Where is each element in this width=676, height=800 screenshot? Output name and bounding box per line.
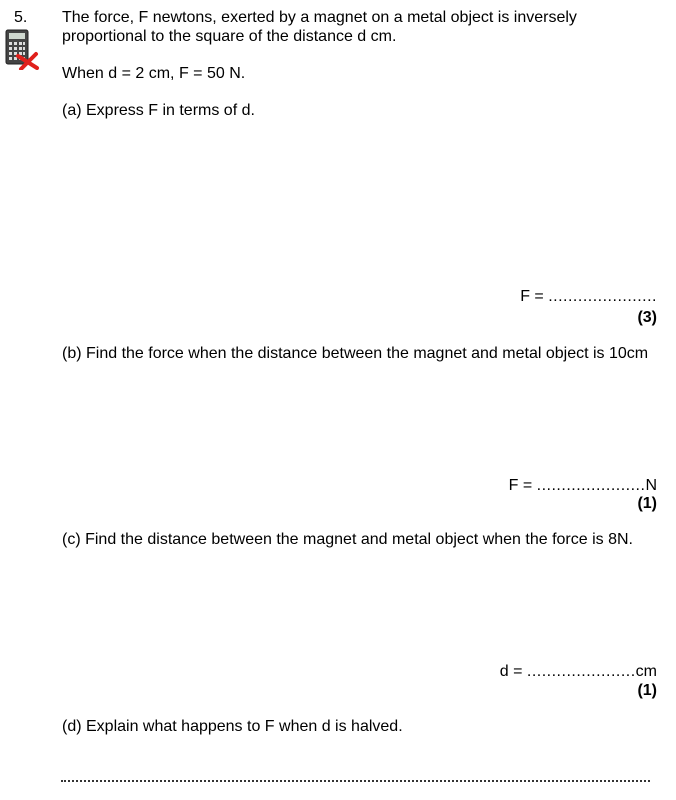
part-a-answer-dots: ...................... [548,288,657,305]
part-d-answer-line[interactable] [61,780,650,782]
part-c-answer-line[interactable] [500,662,657,681]
part-b-answer-dots: ...................... [536,477,646,494]
part-a-prompt: (a) Express F in terms of d. [62,102,255,119]
part-c-marks: (1) [637,682,657,699]
part-c-answer-label: d = [499,663,527,680]
part-a-answer-label: F = [520,288,549,305]
question-number: 5. [14,9,28,26]
part-b-answer-line[interactable] [509,476,657,495]
part-d-prompt: (d) Explain what happens to F when d is halved. [62,718,403,735]
part-a-marks: (3) [637,309,657,326]
part-c-answer-unit: cm [635,663,657,680]
part-c-prompt: (c) Find the distance between the magnet and metal object when the force is 8N. [62,531,633,548]
part-b-marks: (1) [637,495,657,512]
calculator-not-allowed-icon [4,28,40,70]
question-intro-line2: proportional to the square of the distance d cm. [62,28,397,45]
part-a-answer-line[interactable] [520,287,657,306]
part-b-answer-label: F = [508,477,537,494]
part-c-answer-dots: ...................... [526,663,636,680]
part-b-prompt: (b) Find the force when the distance between the magnet and metal object is 10cm [62,345,649,362]
given-values: When d = 2 cm, F = 50 N. [62,65,246,82]
question-intro-line1: The force, F newtons, exerted by a magnet on a metal object is inversely [62,9,577,26]
part-b-answer-unit: N [645,477,657,494]
